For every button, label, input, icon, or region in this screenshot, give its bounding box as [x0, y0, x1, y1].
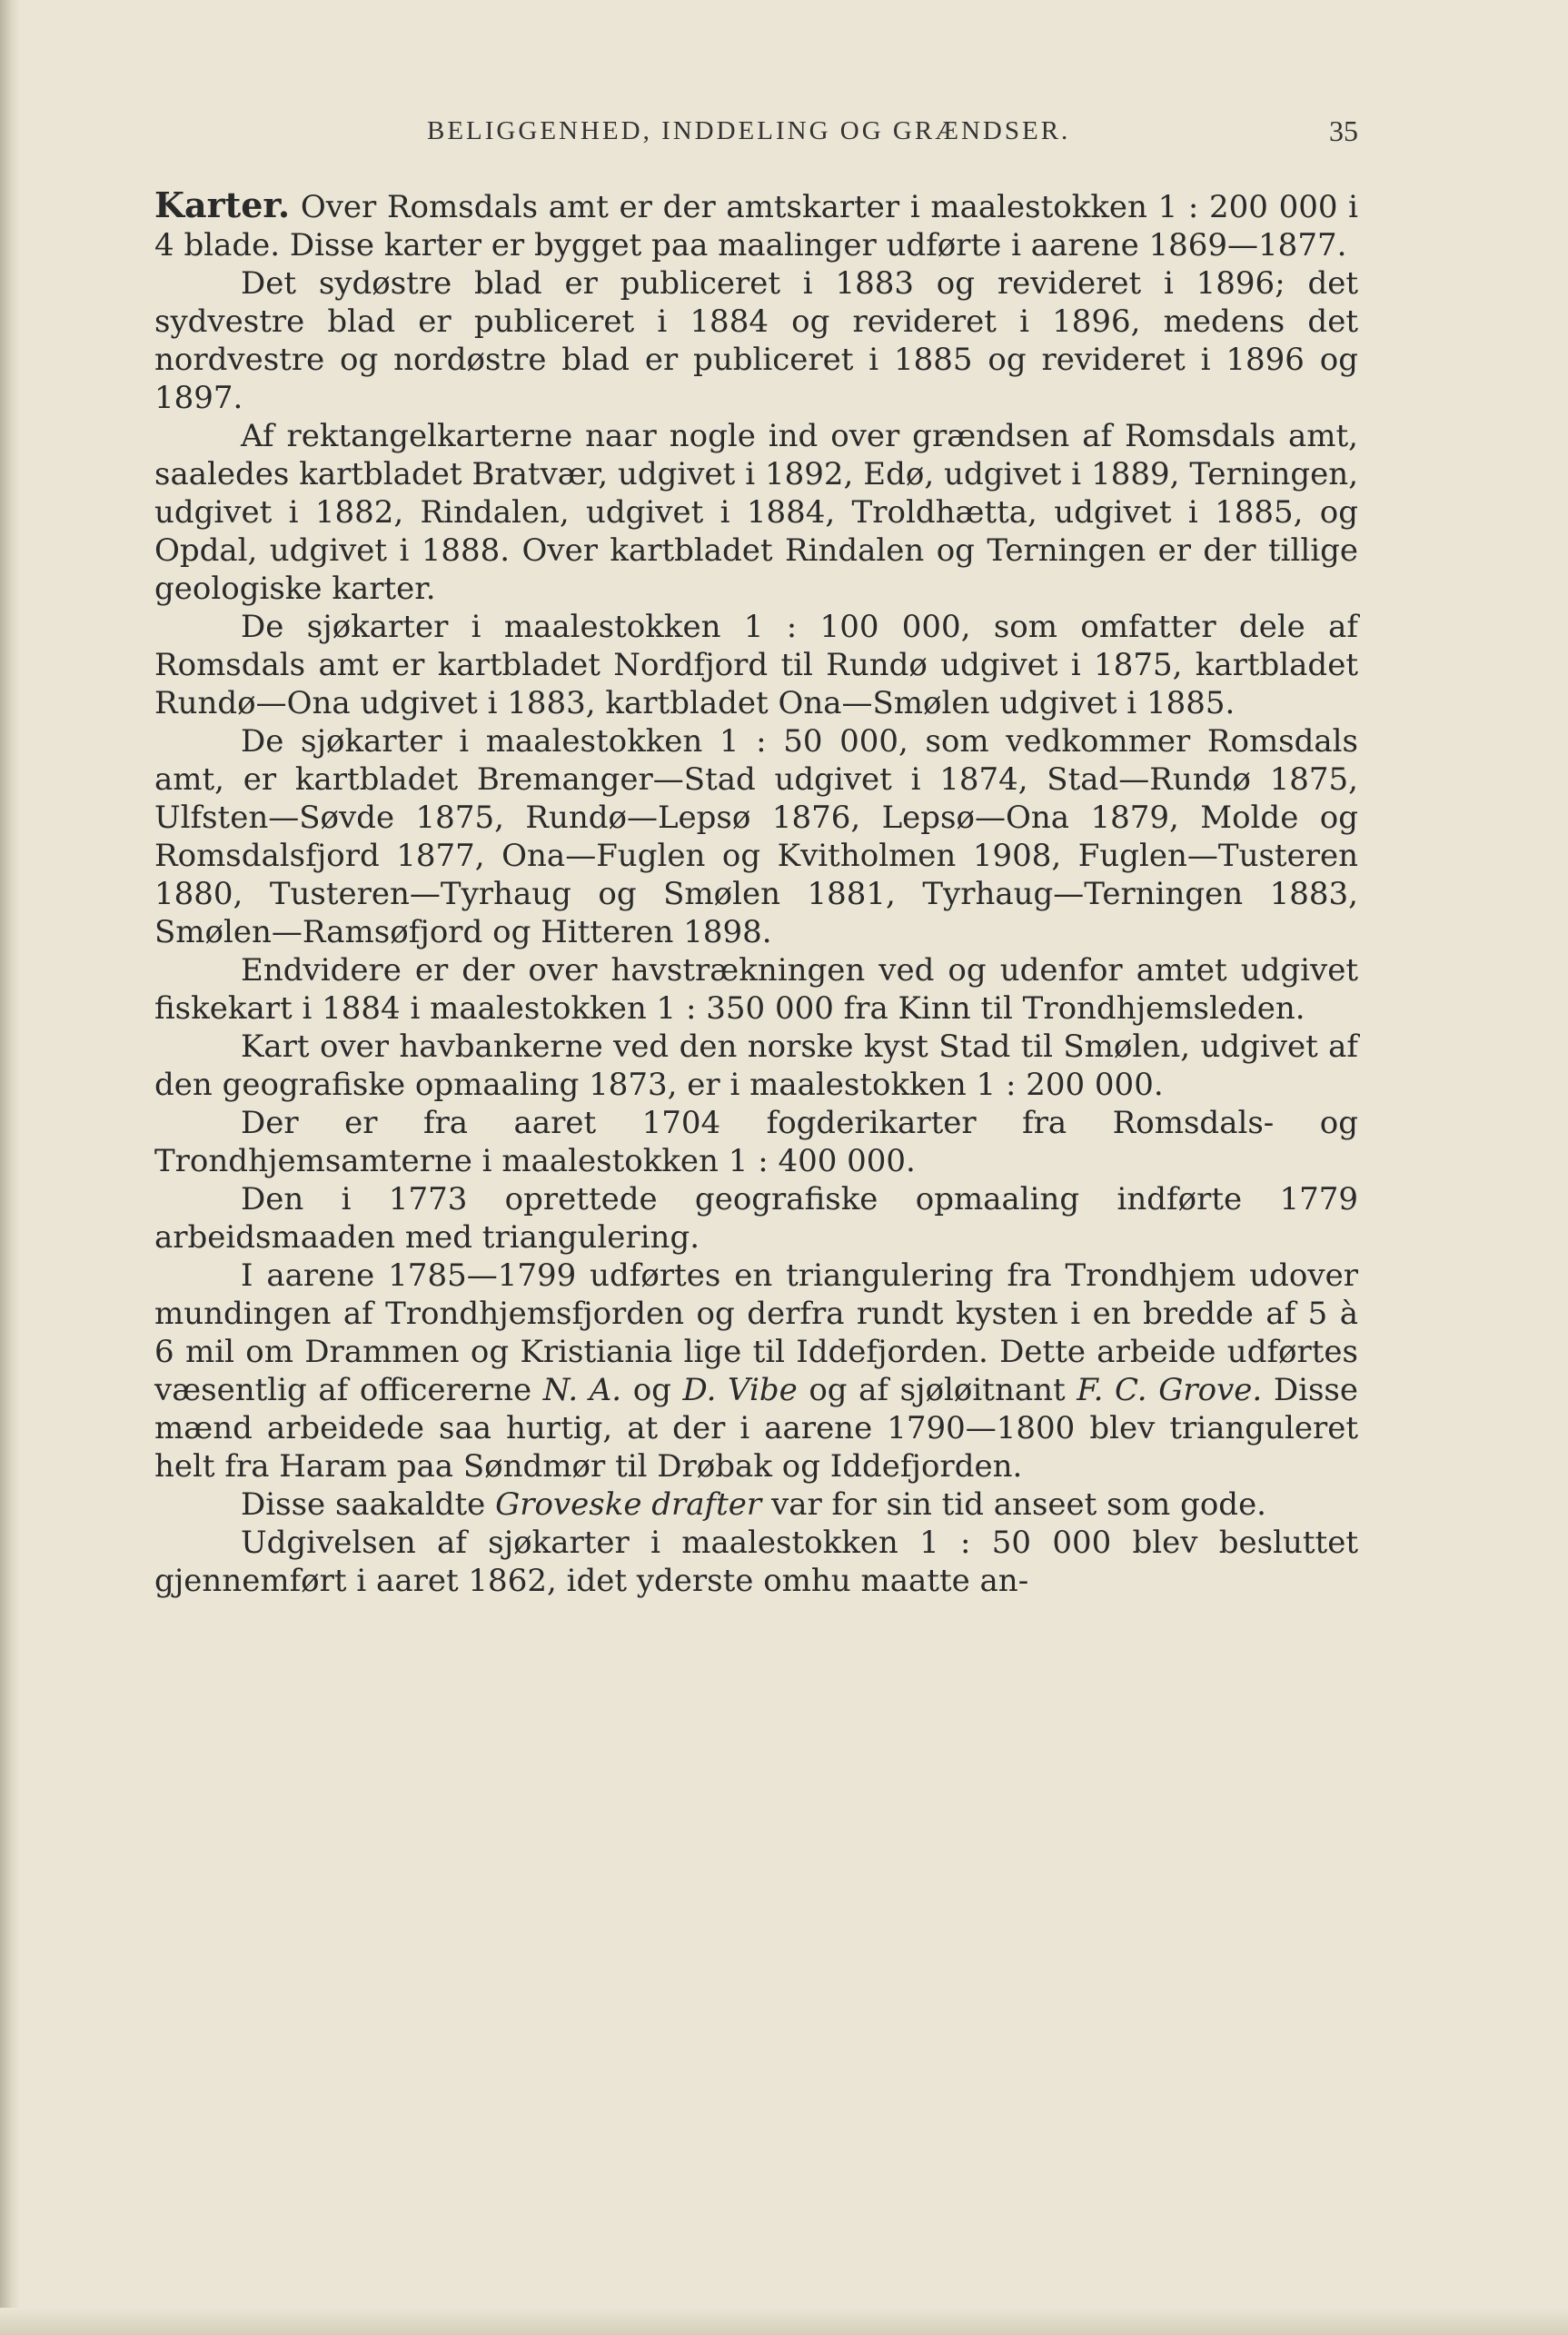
section-heading: Karter.	[154, 184, 291, 225]
paragraph: Kart over havbankerne ved den norske kyst Stad til Smølen, udgivet af den geografiske opmaaling 1873, er i maalestokken 1 : 200 000.	[154, 1028, 1358, 1103]
page-edge-shadow	[0, 0, 20, 2335]
page-number: 35	[1329, 114, 1358, 147]
italic-name: N. A.	[542, 1372, 622, 1408]
paragraph-triangulering	[154, 1257, 1358, 1485]
italic-term: Groveske drafter	[495, 1486, 762, 1523]
text-run: var for sin tid anseet som gode.	[761, 1486, 1266, 1523]
paragraph: Det sydøstre blad er publiceret i 1883 og revideret i 1896; det sydvestre blad er publiceret i 1884 og revideret i 1896, medens det nordvestre og nordøstre blad er publiceret i 1885 og revideret i 1896 og 1897.	[154, 265, 1358, 416]
text-run: Disse mænd arbeidede saa hurtig, at der i aarene 1790—1800 blev trianguleret helt fra Haram paa Søndmør til Drøbak og Iddefjorden.	[154, 1372, 1358, 1485]
italic-name: D. Vibe	[682, 1372, 798, 1408]
body-text	[154, 186, 1358, 1600]
paragraph-text: Over Romsdals amt er der amtskarter i maalestokken 1 : 200 000 i 4 blade. Disse karter er bygget paa maalinger udførte i aarene 1869—1877.	[154, 189, 1358, 263]
paragraph: De sjøkarter i maalestokken 1 : 100 000, som omfatter dele af Romsdals amt er kartbladet Nordfjord til Rundø udgivet i 1875, kartbladet Rundø—Ona udgivet i 1883, kartbladet Ona—Smølen udgivet i 1885.	[154, 609, 1358, 721]
text-run: Disse saakaldte	[241, 1486, 496, 1523]
text-run: I aarene 1785—1799 udførtes en triangulering fra Trondhjem udover mundingen af Trondhjemsfjorden og derfra rundt kysten i en bredde af 5 à 6 mil om Drammen og Kristiania lige til Iddefjorden. Dette arbeide udførtes væsentlig af officererne	[154, 1257, 1358, 1408]
paragraph: Den i 1773 oprettede geografiske opmaaling indførte 1779 arbeidsmaaden med triangulering.	[154, 1181, 1358, 1256]
paragraph-groveske	[154, 1485, 1358, 1524]
paragraph: Udgivelsen af sjøkarter i maalestokken 1 : 50 000 blev besluttet gjennemført i aaret 1862, idet yderste omhu maatte an-	[154, 1525, 1358, 1599]
running-title: BELIGGENHED, INDDELING OG GRÆNDSER.	[427, 116, 1071, 145]
page-bottom-shadow	[0, 2308, 1568, 2335]
paragraph-karter	[154, 186, 1358, 264]
text-run: og af sjøløitnant	[797, 1372, 1077, 1408]
page-header	[154, 107, 1358, 162]
italic-name: F. C. Grove.	[1077, 1372, 1263, 1408]
paragraph: Endvidere er der over havstrækningen ved og udenfor amtet udgivet fiskekart i 1884 i maalestokken 1 : 350 000 fra Kinn til Trondhjemsleden.	[154, 952, 1358, 1027]
paragraph: De sjøkarter i maalestokken 1 : 50 000, som vedkommer Romsdals amt, er kartbladet Bremanger—Stad udgivet i 1874, Stad—Rundø 1875, Ulfsten—Søvde 1875, Rundø—Lepsø 1876, Lepsø—Ona 1879, Molde og Romsdalsfjord 1877, Ona—Fuglen og Kvitholmen 1908, Fuglen—Tusteren 1880, Tusteren—Tyrhaug og Smølen 1881, Tyrhaug—Terningen 1883, Smølen—Ramsøfjord og Hitteren 1898.	[154, 723, 1358, 950]
paragraph: Der er fra aaret 1704 fogderikarter fra Romsdals- og Trondhjemsamterne i maalestokken 1 : 400 000.	[154, 1105, 1358, 1179]
paragraph: Af rektangelkarterne naar nogle ind over grændsen af Romsdals amt, saaledes kartbladet Bratvær, udgivet i 1892, Edø, udgivet i 1889, Terningen, udgivet i 1882, Rindalen, udgivet i 1884, Troldhætta, udgivet i 1885, og Opdal, udgivet i 1888. Over kartbladet Rindalen og Terningen er der tillige geologiske karter.	[154, 418, 1358, 607]
text-run: og	[621, 1372, 683, 1408]
